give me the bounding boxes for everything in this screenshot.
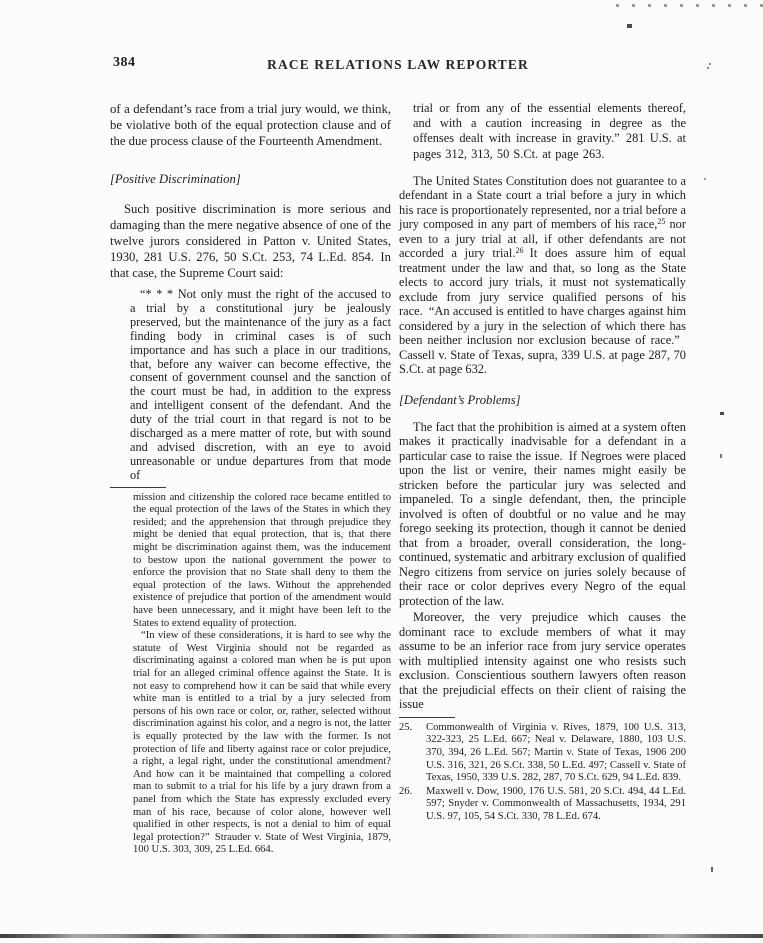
perforation-dots [616,4,763,7]
footnote-ref-26: 26 [515,246,524,256]
paragraph-continuation: of a defendant’s race from a trial jury would, we think, be violative both of the equal protection clause and of the due process clause of the Fourteenth Amendment. [110,102,391,148]
paragraph-prohibition: The fact that the prohibition is aimed at a system often makes it practically inadvisable for a defendant in a particular case to raise the issue. If Negroes were placed upon the list or venire, their names might easily be stricken before the particular jury was selected and impaneled. To a single defendant, then, the principle involved is often of doubtful or no value and he may forego seeking its protection, though it cannot be denied that from a broader, overall consideration, the long-continued, systematic and arbitrary exclusion of qualified Negro citizens from service on juries solely because of their race or color deprives every Negro of the equal protection of the law. [399,419,686,608]
right-column [399,101,686,824]
supreme-court-quote: “* * * Not only must the right of the accused to a trial by a constitutional jury be jealously preserved, but the maintenance of the jury as a fact finding body in criminal cases is of such importance and has such a place in our traditions, that, before any waiver can become effective, the consent of government counsel and the sanction of the court must be had, in addition to the express and intelligent consent of the defendant. And the duty of the trial court in that regard is not to be discharged as a mere matter of rote, but with sound and advised discretion, with an eye to avoid unreasonable or undue departures from that mode of [130,287,391,482]
footnote-number: 25. [399,721,413,733]
footnote-separator [110,487,166,488]
paragraph-constitution-text: nor even to a jury trial at all, if other defendants are not accorded a jury trial. [399,217,686,261]
footnote-continuation-paragraph: mission and citizenship the colored race became entitled to the equal protection of the laws of the States in which they resided; and the apprehension that through prejudice they might be denied that equal protection, that is, that there might be discrimination against them, was the inducement to bestow upon the national government the power to enforce the provision that no State shall deny to them the equal protection of the laws. Without the apprehended existence of prejudice that portion of the amendment would have been unnecessary, and it might have been left to the States to extend equality of protection. [133,491,391,629]
paragraph-constitution-text: It does assure him of equal treatment under the law and that, so long as the State elects to accord jury trials, it must not systematically exclude from jury service qualified persons of his race. “An accused is entitled to have charges against him considered by a jury in the selection of which there has been neither inclusion nor exclusion because of race.” Cassell v. State of Texas, supra, 339 U.S. at page 287, 70 S.Ct. at page 632. [399,246,686,377]
footnote-26 [399,786,686,824]
running-head-title: RACE RELATIONS LAW REPORTER [267,57,529,72]
footnote-25 [399,722,686,785]
footnote-text: Commonwealth of Virginia v. Rives, 1879, 100 U.S. 313, 322-323, 25 L.Ed. 667; Neal v. Delaware, 1880, 103 U.S. 370, 394, 26 L.Ed. 567; Martin v. State of Texas, 1906 200 U.S. 316, 321, 26 S.Ct. 338, 50 L.Ed. 497; Cassell v. State of Texas, 1950, 339 U.S. 282, 287, 70 S.Ct. 629, 94 L.Ed. 839. [426,721,686,784]
scan-speck [704,178,706,180]
paragraph-constitution [399,174,686,377]
scan-speck [709,63,711,65]
paragraph-constitution-text: The United States Constitution does not guarantee to a defendant in a State court a trial before a jury in which his race is proportionately represented, nor a trial before a jury composed in any part of members of his race, [399,173,686,232]
scan-speck [720,454,722,458]
section-heading-defendants-problems: [Defendant’s Problems] [399,392,521,407]
quote-continuation: trial or from any of the essential elements thereof, and with a caution increasing in degree as the offenses dealt with increase in gravity.” 281 U.S. at pages 312, 313, 50 S.Ct. at page 263. [413,101,686,161]
paragraph-moreover: Moreover, the very prejudice which causes the dominant race to exclude members of what it may assume to be an inferior race from jury service operates with multiplied intensity against one who resists such exclusion. Conscientious southern lawyers often reason that the prejudicial effects on their client of raising the issue [399,610,686,712]
footnote-separator [399,717,455,718]
footnote-continuation-block [133,492,391,857]
footnote-number: 26. [399,785,413,797]
scan-speck [627,24,632,28]
scan-speck [707,67,709,69]
paragraph-such-positive: Such positive discrimination is more serious and damaging than the mere negative absence of one of the twelve jurors considered in Patton v. United States, 1930, 281 U.S. 276, 50 S.Ct. 253, 74 L.Ed. 854. In that case, the Supreme Court said: [110,202,391,280]
footnote-text: Maxwell v. Dow, 1900, 176 U.S. 581, 20 S.Ct. 494, 44 L.Ed. 597; Snyder v. Commonwealth of Massachusetts, 1934, 291 U.S. 97, 105, 54 S.Ct. 330, 78 L.Ed. 674. [426,785,686,822]
footnote-ref-25: 25 [657,217,666,227]
scan-speck [720,412,724,415]
left-column [110,101,391,857]
scan-speck [711,867,713,872]
footnote-continuation-paragraph: “In view of these considerations, it is hard to see why the statute of West Virginia should not be regarded as discriminating against a colored man when he is put upon trial for an alleged criminal offence against the State. It is not easy to comprehend how it can be said that while every white man is entitled to a trial by a jury selected from persons of his own race or color, or, rather, selected without discrimination against his color, and a negro is not, the latter is equally protected by the law with the former. Is not protection of life and liberty against race or color prejudice, a right, a legal right, under the constitutional amendment? And how can it be maintained that compelling a colored man to submit to a trial for his life by a jury drawn from a panel from which the State has expressly excluded every man of his race, because of color alone, however well qualified in other respects, is not a denial to him of equal legal protection?” Strauder v. State of West Virginia, 1879, 100 U.S. 303, 309, 25 L.Ed. 664. [133,630,391,856]
scan-edge-line [0,934,763,938]
page-number: 384 [113,55,136,70]
section-heading-positive-discrimination: [Positive Discrimination] [110,172,241,186]
